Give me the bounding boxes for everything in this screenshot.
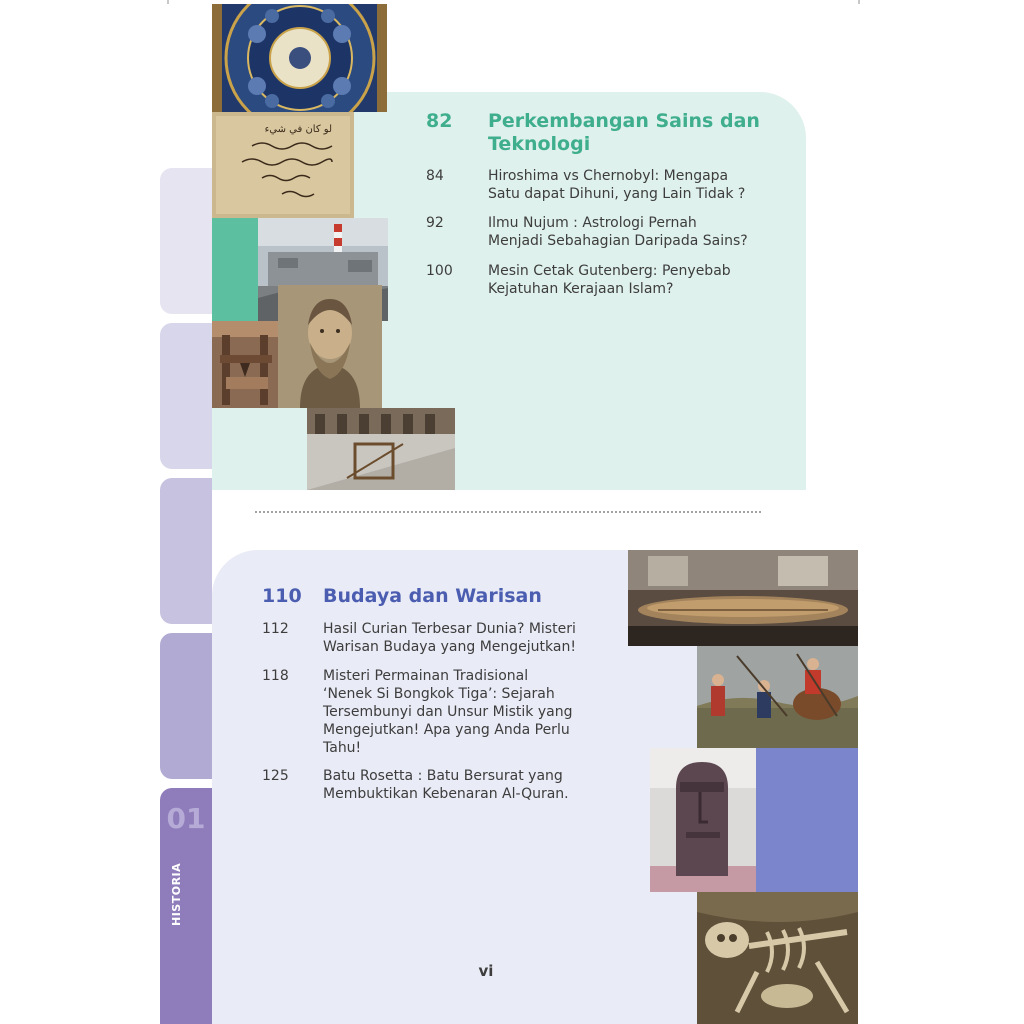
entry-title[interactable] <box>323 620 576 656</box>
entry-title-line: Mesin Cetak Gutenberg: Penyebab <box>488 263 731 279</box>
section-title[interactable]: Perkembangan Sains dan Teknologi <box>488 110 760 155</box>
entry-title-line: Mengejutkan! Apa yang Anda Perlu <box>323 722 570 738</box>
entry-title[interactable] <box>488 214 748 250</box>
entry-title-line: Ilmu Nujum : Astrologi Pernah <box>488 215 697 231</box>
entry-title-line: Misteri Permainan Tradisional <box>323 668 529 684</box>
chapter-tab-4[interactable] <box>160 633 212 779</box>
arabic-manuscript-photo <box>212 112 354 218</box>
entry-page-number[interactable]: 100 <box>426 263 453 279</box>
astrological-chart-photo <box>212 4 387 112</box>
section-page-number[interactable]: 110 <box>262 585 302 607</box>
entry-page-number[interactable]: 92 <box>426 215 444 231</box>
section-page-number[interactable]: 82 <box>426 110 453 132</box>
moai-statue-photo <box>650 748 756 892</box>
culture-accent-block <box>756 748 858 892</box>
entry-title-line: Satu dapat Dihuni, yang Lain Tidak ? <box>488 186 746 202</box>
chapter-tab-2[interactable] <box>160 323 212 469</box>
entry-page-number[interactable]: 118 <box>262 668 289 684</box>
chapter-number: 01 <box>166 802 206 835</box>
astrolabe-photo <box>307 408 455 490</box>
gutenberg-portrait-photo <box>278 285 382 408</box>
entry-title[interactable] <box>323 767 569 803</box>
entry-page-number[interactable]: 112 <box>262 621 289 637</box>
entry-title[interactable] <box>488 167 745 203</box>
entry-title[interactable] <box>323 667 572 757</box>
entry-title-line: Hasil Curian Terbesar Dunia? Misteri <box>323 621 576 637</box>
page-number: vi <box>478 962 494 980</box>
mummy-exhibit-photo <box>628 550 858 646</box>
entry-title[interactable] <box>488 262 731 298</box>
entry-title-line: Warisan Budaya yang Mengejutkan! <box>323 639 576 655</box>
entry-title-line: Tahu! <box>323 740 362 756</box>
science-accent-block <box>212 218 258 321</box>
battle-painting-photo <box>697 646 858 748</box>
sidebar-label: HISTORIA <box>170 862 183 926</box>
entry-title-line: Menjadi Sebahagian Daripada Sains? <box>488 233 748 249</box>
entry-title-line: Batu Rosetta : Batu Bersurat yang <box>323 768 563 784</box>
entry-page-number[interactable]: 125 <box>262 768 289 784</box>
section-title[interactable]: Budaya dan Warisan <box>323 585 542 607</box>
crop-mark-right <box>858 0 860 4</box>
entry-title-line: Kejatuhan Kerajaan Islam? <box>488 281 674 297</box>
crop-mark-left <box>167 0 169 4</box>
entry-title-line: Tersembunyi dan Unsur Mistik yang <box>323 704 573 720</box>
entry-title-line: Hiroshima vs Chernobyl: Mengapa <box>488 168 729 184</box>
printing-press-photo <box>212 321 282 408</box>
skeleton-photo <box>697 892 858 1024</box>
section-divider <box>255 511 761 513</box>
manuscript-script: لو كان في شيء <box>264 124 332 135</box>
entry-page-number[interactable]: 84 <box>426 168 444 184</box>
chapter-tab-3[interactable] <box>160 478 212 624</box>
entry-title-line: Membuktikan Kebenaran Al-Quran. <box>323 786 569 802</box>
entry-title-line: ‘Nenek Si Bongkok Tiga’: Sejarah <box>323 686 555 702</box>
chapter-tab-1[interactable] <box>160 168 212 314</box>
chapter-tab-active[interactable] <box>160 788 212 1024</box>
